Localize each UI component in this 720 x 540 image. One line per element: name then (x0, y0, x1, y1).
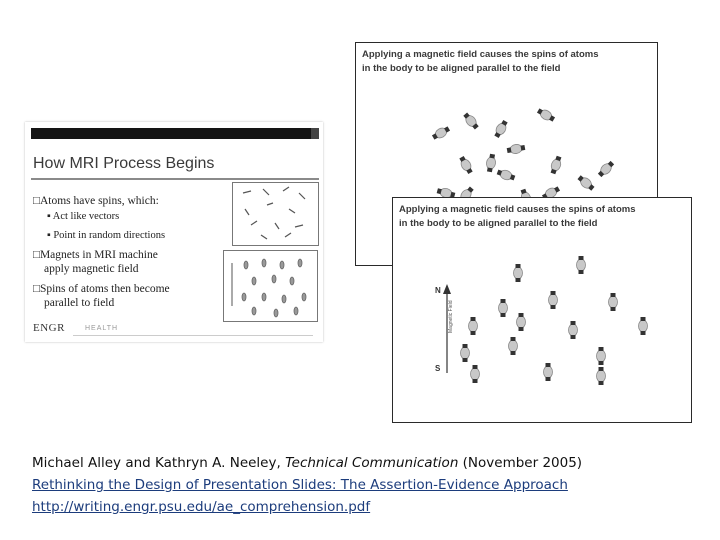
citation-date: (November 2005) (458, 455, 583, 471)
atom-spin-icon (549, 155, 564, 175)
citation-authors (32, 455, 582, 471)
atom-spin-icon (536, 107, 556, 124)
aligned-atoms-diagram (393, 198, 691, 422)
atom-spin-icon (469, 317, 478, 335)
random-spins-figure (232, 182, 319, 246)
atom-spin-icon (597, 367, 606, 385)
citation-publication: Technical Communication (285, 455, 459, 471)
citation-author-names: Michael Alley and Kathryn A. Neeley, (32, 455, 286, 471)
atom-spin-icon (462, 111, 480, 131)
citation-article-link[interactable]: Rethinking the Design of Presentation Slides: The Assertion-Evidence Approach (32, 477, 568, 493)
slide-magnetic-field-front (392, 197, 692, 423)
atom-spin-icon (499, 299, 508, 317)
footer-rule (73, 335, 313, 336)
atom-spin-icon (517, 313, 526, 331)
bullet-3: □Spins of atoms then become (33, 283, 170, 295)
bullet-3-cont: parallel to field (44, 297, 115, 309)
slide-title-rule (31, 178, 319, 180)
footer-logo-sub: HEALTH (85, 325, 119, 332)
slide-title-bar-end (311, 128, 319, 139)
atom-spin-icon (577, 256, 586, 274)
atom-spin-icon (506, 143, 525, 155)
atom-spin-icon (596, 159, 615, 178)
atom-spin-icon (493, 119, 510, 139)
atom-spin-icon (461, 344, 470, 362)
citation-url-link[interactable]: http://writing.engr.psu.edu/ae_comprehension.pdf (32, 499, 371, 515)
slide-title-bar (31, 128, 319, 139)
axis-field-label: Magnetic Field (448, 300, 454, 333)
slide-heading-line-1: Applying a magnetic field causes the spins of atoms (399, 204, 636, 215)
slide-title: How MRI Process Begins (33, 155, 215, 172)
atom-spin-icon (458, 155, 475, 175)
axis-south-label: S (435, 364, 441, 373)
bullet-1: □Atoms have spins, which: (33, 195, 159, 207)
slide-how-mri-process-begins (25, 122, 323, 342)
atom-spin-icon (485, 153, 497, 172)
atom-spin-icon (509, 337, 518, 355)
atom-spin-icon (471, 365, 480, 383)
sub-bullet-2: ▪ Point in random directions (47, 230, 166, 241)
atom-spin-icon (597, 347, 606, 365)
footer-logo: ENGR (33, 322, 65, 334)
atom-spin-icon (549, 291, 558, 309)
atom-spin-icon (639, 317, 648, 335)
atom-spin-icon (431, 125, 451, 142)
slide-heading-line-2: in the body to be aligned parallel to the field (362, 63, 561, 74)
aligned-spins-diagram (224, 251, 317, 321)
random-spins-diagram (233, 183, 318, 245)
atom-spin-icon (569, 321, 578, 339)
axis-north-label: N (435, 286, 441, 295)
slide-heading-line-1: Applying a magnetic field causes the spins of atoms (362, 49, 599, 60)
bullet-2-cont: apply magnetic field (44, 263, 139, 275)
sub-bullet-1: ▪ Act like vectors (47, 211, 120, 222)
atom-spin-icon (544, 363, 553, 381)
magnetic-field-arrowhead (443, 284, 451, 294)
bullet-2: □Magnets in MRI machine (33, 249, 158, 261)
slide-heading-line-2: in the body to be aligned parallel to the field (399, 218, 598, 229)
aligned-spins-figure (223, 250, 318, 322)
atom-spin-icon (496, 168, 516, 183)
atom-spin-icon (576, 174, 596, 192)
atom-spin-icon (514, 264, 523, 282)
atom-spin-icon (609, 293, 618, 311)
